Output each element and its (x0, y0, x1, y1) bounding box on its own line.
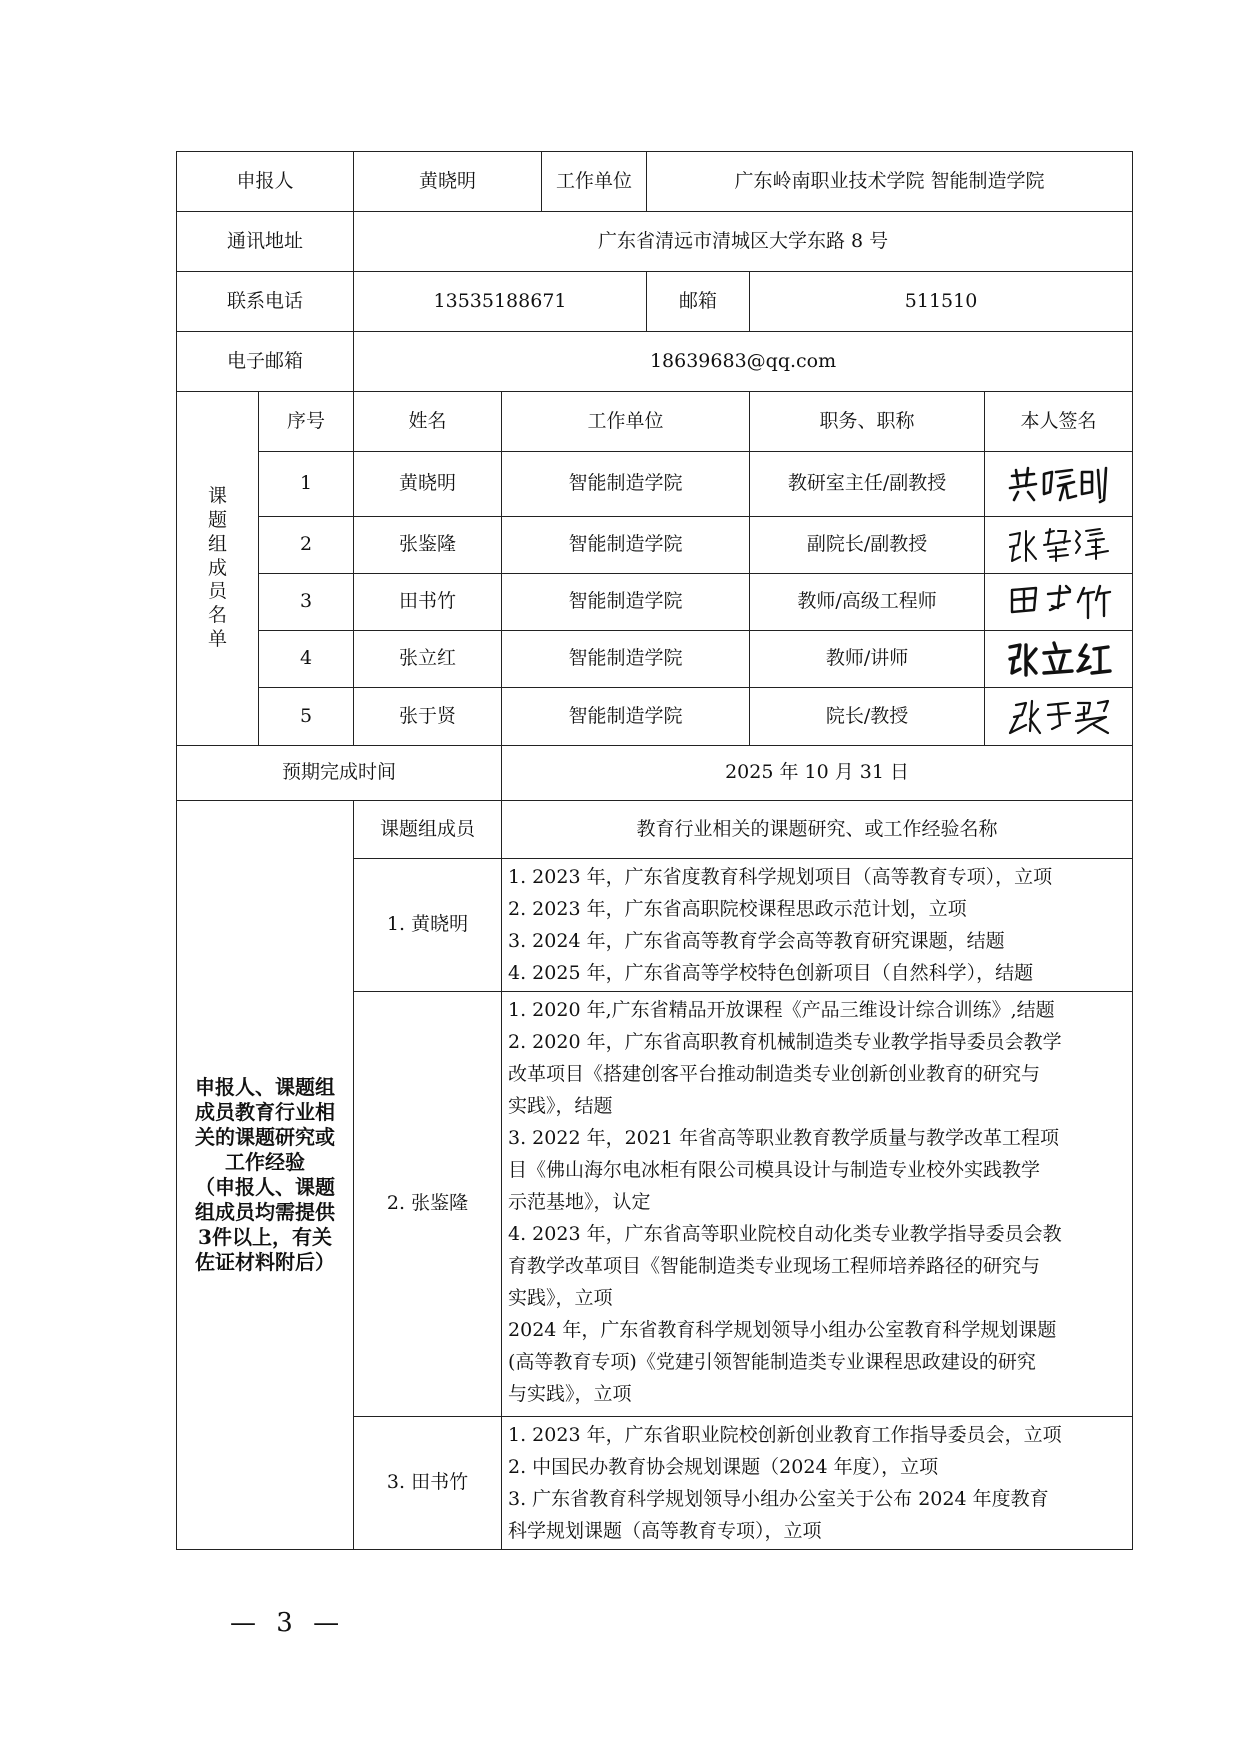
experience-member-header: 课题组成员 (354, 801, 502, 859)
member-signature (985, 574, 1133, 631)
member-signature (985, 688, 1133, 746)
member-signature (985, 517, 1133, 574)
member-index: 5 (259, 688, 354, 746)
member-row (177, 452, 1133, 517)
email-label: 电子邮箱 (177, 332, 354, 392)
phone-value: 13535188671 (354, 272, 647, 332)
experience-content: 1. 2020 年,广东省精品开放课程《产品三维设计综合训练》,结题 2. 2020 年，广东省高职教育机械制造类专业教学指导委员会教学 改革项目《搭建创客平台推动制造类专业创新创业教育的研究与 实践》，结题 3. 2022 年，2021 年省高等职业教育教学质量与教学改革工程项 目《佛山海尔电冰柜有限公司模具设计与制造专业校外实践教学 示范基地》，认定 4. 2023 年，广东省高等职业院校自动化类专业教学指导委员会教 育教学改革项目《智能制造类专业现场工程师培养路径的研究与 实践》，立项 2024 年，广东省教育科学规划领导小组办公室教育科学规划课题 (高等教育专项)《党建引领智能制造类专业课程思政建设的研究 与实践》，立项 (502, 992, 1133, 1417)
applicant-row (177, 152, 1133, 212)
member-name: 张鉴隆 (354, 517, 502, 574)
member-index: 2 (259, 517, 354, 574)
member-title: 教师/高级工程师 (750, 574, 985, 631)
applicant-org-label: 工作单位 (542, 152, 647, 212)
member-name: 田书竹 (354, 574, 502, 631)
members-header-org: 工作单位 (502, 392, 750, 452)
address-value: 广东省清远市清城区大学东路 8 号 (354, 212, 1133, 272)
postcode-label: 邮箱 (647, 272, 750, 332)
postcode-value: 511510 (750, 272, 1133, 332)
address-row (177, 212, 1133, 272)
address-label: 通讯地址 (177, 212, 354, 272)
member-title: 院长/教授 (750, 688, 985, 746)
member-signature (985, 631, 1133, 688)
member-org: 智能制造学院 (502, 574, 750, 631)
phone-row (177, 272, 1133, 332)
members-side-label: 课 题 组 成 员 名 单 (177, 392, 259, 746)
member-title: 教师/讲师 (750, 631, 985, 688)
member-name: 黄晓明 (354, 452, 502, 517)
handwritten-signature-image (1004, 462, 1114, 506)
applicant-org: 广东岭南职业技术学院 智能制造学院 (647, 152, 1133, 212)
experience-side-label: 申报人、课题组 成员教育行业相 关的课题研究或 工作经验 （申报人、课题 组成员均需提供 3件以上，有关 佐证材料附后） (177, 801, 354, 1550)
experience-content-header: 教育行业相关的课题研究、或工作经验名称 (502, 801, 1133, 859)
member-index: 3 (259, 574, 354, 631)
email-value: 18639683@qq.com (354, 332, 1133, 392)
member-row (177, 517, 1133, 574)
member-signature (985, 452, 1133, 517)
member-name: 张于贤 (354, 688, 502, 746)
members-header-signature: 本人签名 (985, 392, 1133, 452)
completion-label: 预期完成时间 (177, 746, 502, 801)
experience-content: 1. 2023 年，广东省度教育科学规划项目（高等教育专项），立项 2. 2023 年，广东省高职院校课程思政示范计划，立项 3. 2024 年，广东省高等教育学会高等教育研究课题，结题 4. 2025 年，广东省高等学校特色创新项目（自然科学），结题 (502, 859, 1133, 992)
member-title: 副院长/副教授 (750, 517, 985, 574)
experience-member: 1. 黄晓明 (354, 859, 502, 992)
member-row (177, 688, 1133, 746)
member-row (177, 631, 1133, 688)
members-header-name: 姓名 (354, 392, 502, 452)
applicant-name: 黄晓明 (354, 152, 542, 212)
member-row (177, 574, 1133, 631)
members-header-title: 职务、职称 (750, 392, 985, 452)
completion-row (177, 746, 1133, 801)
experience-header-row (177, 801, 1133, 859)
handwritten-signature-image (1004, 695, 1114, 739)
member-org: 智能制造学院 (502, 688, 750, 746)
experience-member: 2. 张鉴隆 (354, 992, 502, 1417)
page-number: — 3 — (230, 1608, 346, 1638)
members-header-row (177, 392, 1133, 452)
email-row (177, 332, 1133, 392)
members-header-index: 序号 (259, 392, 354, 452)
handwritten-signature-image (1004, 523, 1114, 567)
member-org: 智能制造学院 (502, 631, 750, 688)
phone-label: 联系电话 (177, 272, 354, 332)
member-org: 智能制造学院 (502, 452, 750, 517)
member-name: 张立红 (354, 631, 502, 688)
member-title: 教研室主任/副教授 (750, 452, 985, 517)
applicant-label: 申报人 (177, 152, 354, 212)
experience-member: 3. 田书竹 (354, 1417, 502, 1550)
member-index: 4 (259, 631, 354, 688)
handwritten-signature-image (1004, 637, 1114, 681)
handwritten-signature-image (1004, 580, 1114, 624)
application-form (176, 151, 1133, 1550)
member-org: 智能制造学院 (502, 517, 750, 574)
experience-content: 1. 2023 年，广东省职业院校创新创业教育工作指导委员会，立项 2. 中国民办教育协会规划课题（2024 年度），立项 3. 广东省教育科学规划领导小组办公室关于公布 2024 年度教育 科学规划课题（高等教育专项），立项 (502, 1417, 1133, 1550)
completion-value: 2025 年 10 月 31 日 (502, 746, 1133, 801)
member-index: 1 (259, 452, 354, 517)
